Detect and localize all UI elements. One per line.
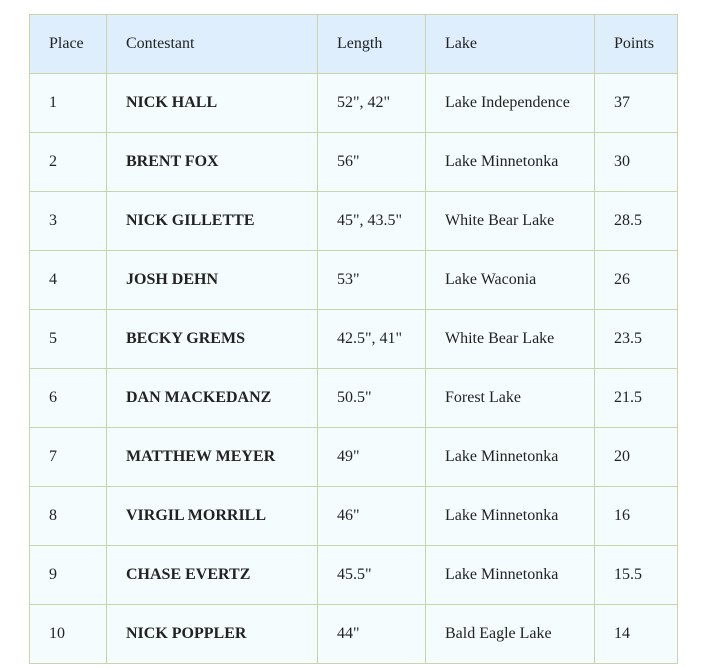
cell-length: 52", 42" — [318, 74, 426, 133]
table-row — [30, 369, 678, 428]
cell-points: 30 — [595, 133, 678, 192]
cell-contestant: JOSH DEHN — [107, 251, 318, 310]
cell-points: 37 — [595, 74, 678, 133]
standings-table — [29, 14, 678, 664]
cell-place: 6 — [30, 369, 107, 428]
table-row — [30, 74, 678, 133]
cell-points: 21.5 — [595, 369, 678, 428]
table-row — [30, 605, 678, 664]
cell-length: 44" — [318, 605, 426, 664]
cell-length: 45", 43.5" — [318, 192, 426, 251]
cell-contestant: BECKY GREMS — [107, 310, 318, 369]
cell-length: 46" — [318, 487, 426, 546]
cell-place: 4 — [30, 251, 107, 310]
cell-place: 3 — [30, 192, 107, 251]
table-body — [30, 74, 678, 664]
cell-place: 10 — [30, 605, 107, 664]
table-row — [30, 487, 678, 546]
cell-lake: White Bear Lake — [426, 310, 595, 369]
cell-lake: Lake Minnetonka — [426, 428, 595, 487]
table-row — [30, 192, 678, 251]
cell-place: 5 — [30, 310, 107, 369]
cell-length: 45.5" — [318, 546, 426, 605]
cell-points: 28.5 — [595, 192, 678, 251]
table-row — [30, 133, 678, 192]
cell-points: 15.5 — [595, 546, 678, 605]
cell-lake: Lake Waconia — [426, 251, 595, 310]
cell-contestant: BRENT FOX — [107, 133, 318, 192]
cell-lake: White Bear Lake — [426, 192, 595, 251]
cell-length: 56" — [318, 133, 426, 192]
header-lake: Lake — [426, 15, 595, 74]
header-place: Place — [30, 15, 107, 74]
table-row — [30, 310, 678, 369]
header-contestant: Contestant — [107, 15, 318, 74]
cell-length: 50.5" — [318, 369, 426, 428]
cell-contestant: NICK GILLETTE — [107, 192, 318, 251]
cell-contestant: VIRGIL MORRILL — [107, 487, 318, 546]
cell-contestant: NICK HALL — [107, 74, 318, 133]
header-length: Length — [318, 15, 426, 74]
cell-length: 49" — [318, 428, 426, 487]
table-header — [30, 15, 678, 74]
table-row — [30, 428, 678, 487]
cell-place: 2 — [30, 133, 107, 192]
header-row — [30, 15, 678, 74]
cell-points: 20 — [595, 428, 678, 487]
cell-contestant: DAN MACKEDANZ — [107, 369, 318, 428]
cell-lake: Bald Eagle Lake — [426, 605, 595, 664]
table-row — [30, 546, 678, 605]
cell-length: 42.5", 41" — [318, 310, 426, 369]
cell-place: 7 — [30, 428, 107, 487]
cell-points: 14 — [595, 605, 678, 664]
cell-place: 9 — [30, 546, 107, 605]
standings-table-container — [29, 14, 678, 664]
cell-lake: Lake Independence — [426, 74, 595, 133]
cell-length: 53" — [318, 251, 426, 310]
cell-lake: Lake Minnetonka — [426, 546, 595, 605]
cell-points: 16 — [595, 487, 678, 546]
cell-contestant: MATTHEW MEYER — [107, 428, 318, 487]
cell-contestant: NICK POPPLER — [107, 605, 318, 664]
cell-contestant: CHASE EVERTZ — [107, 546, 318, 605]
cell-lake: Lake Minnetonka — [426, 487, 595, 546]
cell-points: 26 — [595, 251, 678, 310]
cell-place: 1 — [30, 74, 107, 133]
cell-lake: Lake Minnetonka — [426, 133, 595, 192]
header-points: Points — [595, 15, 678, 74]
cell-lake: Forest Lake — [426, 369, 595, 428]
table-row — [30, 251, 678, 310]
cell-place: 8 — [30, 487, 107, 546]
cell-points: 23.5 — [595, 310, 678, 369]
